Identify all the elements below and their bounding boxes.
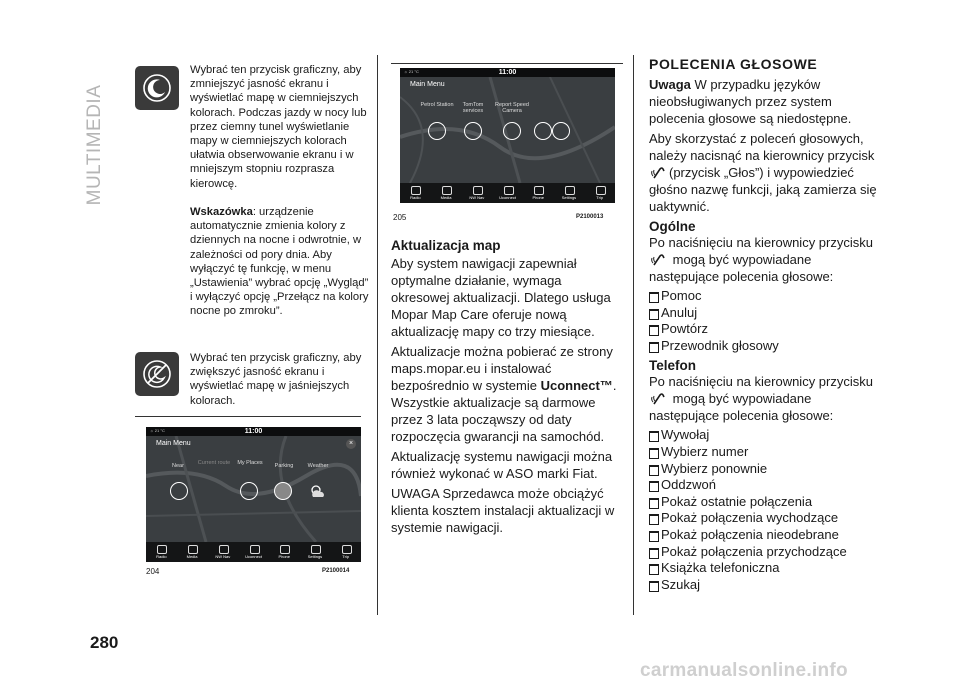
fuel-icon[interactable] <box>428 122 446 140</box>
voice-button-icon <box>651 166 667 179</box>
pin-icon[interactable] <box>240 482 258 500</box>
list-item: Anuluj <box>649 305 879 322</box>
tab-settings[interactable]: Settings <box>554 183 585 203</box>
list-item: Pokaż połączenia wychodzące <box>649 510 879 527</box>
list-item: Wybierz ponownie <box>649 461 879 478</box>
list-item: Pomoc <box>649 288 879 305</box>
option-tomtom-services[interactable]: TomTom services <box>462 102 484 114</box>
paragraph: Po naciśnięciu na kierownicy przycisku mogą być wypowiadane następujące polecenia głosowe: <box>649 374 873 424</box>
tab-settings[interactable]: Settings <box>300 542 331 562</box>
figure-code: P2100013 <box>576 214 604 220</box>
status-bar: ☼ 21 °C 11:00 <box>146 427 361 436</box>
parking-icon[interactable] <box>274 482 292 500</box>
paragraph: UWAGA Sprzedawca może obciążyć klienta kosztem instalacji aktualizacji w systemie nawigacji. <box>391 486 615 535</box>
paragraph: Aby skorzystać z poleceń głosowych, należy nacisnąć na kierownicy przycisk (przycisk „Głos”) i wypowiedzieć głośno nazwę funkcji, jaką zamierza się uaktywnić. <box>649 131 877 214</box>
tab-uconnect[interactable]: Uconnect <box>238 542 269 562</box>
option-speed-camera[interactable]: Report Speed Camera <box>495 102 529 114</box>
option-near[interactable]: Near <box>172 463 184 469</box>
option-petrol-station[interactable]: Petrol Station <box>420 102 454 108</box>
menu-title: Main Menu <box>156 440 191 447</box>
page-number: 280 <box>90 633 119 652</box>
tip-paragraph <box>190 205 370 319</box>
nav-screenshot-tomtom <box>400 68 615 203</box>
phone-command-list <box>649 427 879 593</box>
list-item: Szukaj <box>649 577 879 594</box>
car-icon[interactable] <box>464 122 482 140</box>
tab-phone[interactable]: Phone <box>269 542 300 562</box>
close-icon[interactable]: × <box>346 439 356 449</box>
subheading: Telefon <box>649 358 696 374</box>
tab-media[interactable]: Media <box>431 183 462 203</box>
tab-media[interactable]: Media <box>177 542 208 562</box>
option-parking[interactable]: Parking <box>274 463 294 469</box>
camera-icon[interactable] <box>503 122 521 140</box>
paragraph: Uwaga W przypadku języków nieobsługiwanych przez system polecenia głosowe są niedostępne. <box>649 77 852 126</box>
day-night-description: Wybrać ten przycisk graficzny, aby zmniejszyć jasność ekranu i wyświetlać mapę w ciemniejszych kolorach. Podczas jazdy w nocy lub przez ciemny tunel wyświetlanie mapy w ciemniejszych kolorach ułatwia obserwowanie ekranu i w mniejszym stopniu rozprasza kierowcę. <box>190 64 367 190</box>
list-item: Wywołaj <box>649 427 879 444</box>
section-heading: Aktualizacja map <box>391 238 501 253</box>
list-item: Pokaż ostatnie połączenia <box>649 494 879 511</box>
divider <box>135 416 361 417</box>
tip-label: Wskazówka <box>190 206 253 218</box>
list-item: Przewodnik głosowy <box>649 338 879 355</box>
nav-screenshot-main-menu <box>146 427 361 562</box>
tip-text: : urządzenie automatycznie zmienia kolory z dziennych na nocne i odwrotnie, w zależności od pory dnia. Aby wyłączyć tę funkcję, w menu „Ustawienia” wybrać opcję „Wygląd” i wyłączyć opcję „Przełącz na kolory nocne po zmroku”. <box>190 206 369 318</box>
tab-uconnect[interactable]: Uconnect <box>492 183 523 203</box>
search-icon[interactable] <box>170 482 188 500</box>
list-item: Wybierz numer <box>649 444 879 461</box>
voice-commands-section <box>649 56 879 593</box>
brightness-icon <box>135 352 179 396</box>
list-item: Pokaż połączenia nieodebrane <box>649 527 879 544</box>
list-item: Pokaż połączenia przychodzące <box>649 544 879 561</box>
bottom-bar <box>400 183 615 203</box>
voice-button-icon <box>651 253 667 266</box>
divider <box>391 63 623 64</box>
brightness-description: Wybrać ten przycisk graficzny, aby zwiększyć jasność ekranu i wyświetlać mapę w jaśniejszych kolorach. <box>190 352 362 407</box>
moon-icon <box>135 66 179 110</box>
list-item: Książka telefoniczna <box>649 560 879 577</box>
figure-code: P2100014 <box>322 568 350 574</box>
section-title: POLECENIA GŁOSOWE <box>649 56 818 72</box>
tab-radio[interactable]: Radio <box>146 542 177 562</box>
tab-nav[interactable]: NW Nav <box>207 542 238 562</box>
column-divider <box>377 55 378 615</box>
figure-number: 204 <box>146 567 160 576</box>
option-my-places[interactable]: My Places <box>237 460 263 466</box>
voice-button-icon <box>651 392 667 405</box>
question-icon[interactable] <box>552 122 570 140</box>
help-icon[interactable] <box>534 122 552 140</box>
paragraph: Aby system nawigacji zapewniał optymalne działanie, wymaga okresowej aktualizacji. Dlatego usługa Mopar Map Care oferuje nową aktualizację mapy co trzy miesiące. <box>391 256 611 339</box>
tab-radio[interactable]: Radio <box>400 183 431 203</box>
weather-icon[interactable] <box>308 482 326 500</box>
paragraph: Po naciśnięciu na kierownicy przycisku mogą być wypowiadane następujące polecenia głosowe: <box>649 235 873 284</box>
list-item: Powtórz <box>649 321 879 338</box>
subheading: Ogólne <box>649 219 696 234</box>
map-update-section <box>391 238 623 539</box>
tab-nav[interactable]: NW Nav <box>461 183 492 203</box>
figure-number: 205 <box>393 213 407 222</box>
watermark: carmanualsonline.info <box>640 660 848 681</box>
menu-title: Main Menu <box>410 81 445 88</box>
paragraph: Aktualizacje można pobierać ze strony maps.mopar.eu i instalować bezpośrednio w systemie Uconnect™. Wszystkie aktualizacje są darmowe przez 3 lata począwszy od daty rozpoczęcia gwarancji na samochód. <box>391 344 617 444</box>
option-weather[interactable]: Weather <box>307 463 329 469</box>
general-command-list <box>649 288 879 354</box>
bottom-bar <box>146 542 361 562</box>
tab-trip[interactable]: Trip <box>584 183 615 203</box>
tab-trip[interactable]: Trip <box>330 542 361 562</box>
paragraph: Aktualizację systemu nawigacji można również wykonać w ASO marki Fiat. <box>391 449 613 481</box>
status-bar: ☼ 21 °C 11:00 <box>400 68 615 77</box>
tab-phone[interactable]: Phone <box>523 183 554 203</box>
section-title: MULTIMEDIA <box>84 84 105 206</box>
list-item: Oddzwoń <box>649 477 879 494</box>
column-divider <box>633 55 634 615</box>
option-current-route[interactable]: Current route <box>197 460 231 466</box>
